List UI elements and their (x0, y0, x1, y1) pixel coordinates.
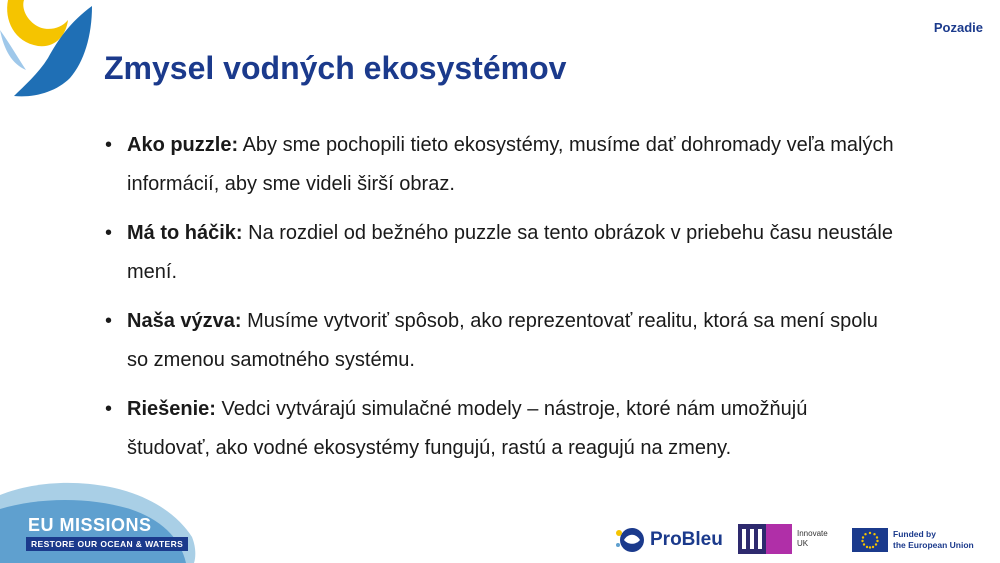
bullet-item (105, 214, 895, 292)
bullet-dot: • (105, 398, 113, 420)
bullet-label: Ako puzzle: (127, 134, 239, 156)
eu-flag-icon (852, 528, 888, 552)
bullet-label: Riešenie: (127, 398, 216, 420)
bullet-list (105, 126, 895, 478)
bullet-dot: • (105, 222, 113, 244)
bullet-item (105, 126, 895, 204)
bullet-item (105, 302, 895, 380)
bullet-label: Má to háčik: (127, 222, 243, 244)
bullet-item (105, 390, 895, 468)
eu-funding-line2: the European Union (893, 540, 974, 550)
eu-funding-line1: Funded by (893, 529, 936, 539)
ukri-icon (738, 524, 792, 554)
bullet-text: Aby sme pochopili tieto ekosystémy, musíme dať dohromady veľa malých informácií, aby sme videli širší obraz. (127, 134, 894, 195)
bullet-text: Vedci vytvárajú simulačné modely – nástroje, ktoré nám umožňujú študovať, ako vodné ekosystémy fungujú, rastú a reagujú na zmeny. (127, 398, 808, 459)
probleu-label: ProBleu (650, 529, 723, 550)
probleu-logo (614, 525, 723, 555)
slide-title: Zmysel vodných ekosystémov (104, 50, 567, 86)
ukri-text (797, 529, 828, 549)
eu-funding-logo (852, 528, 974, 552)
section-label: Pozadie (933, 20, 983, 35)
bullet-dot: • (105, 134, 113, 156)
bullet-text: Musíme vytvoriť spôsob, ako reprezentovať realitu, ktorá sa mení spolu so zmenou samotného systému. (127, 310, 878, 371)
bullet-text: Na rozdiel od bežného puzzle sa tento obrázok v priebehu času neustále mení. (127, 222, 893, 283)
probleu-icon (614, 525, 646, 555)
bullet-label: Naša výzva: (127, 310, 242, 332)
ukri-logo (738, 524, 828, 554)
eu-missions-sublabel: RESTORE OUR OCEAN & WATERS (26, 537, 188, 551)
eu-funding-text (893, 529, 974, 551)
ukri-line2: UK (797, 539, 809, 548)
ukri-line1: Innovate (797, 529, 828, 538)
eu-missions-label: EU MISSIONS (28, 515, 152, 535)
bullet-dot: • (105, 310, 113, 332)
corner-logo-icon (0, 0, 100, 100)
